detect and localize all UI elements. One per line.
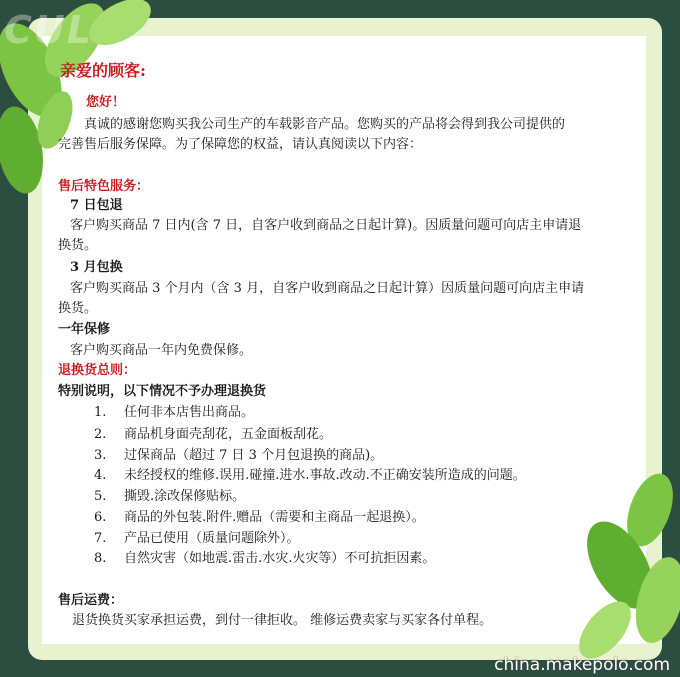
rule-number: 1. [94, 405, 107, 420]
exchange3-title: 3 月包换 [70, 260, 123, 275]
rule-text: 任何非本店售出商品。 [124, 405, 255, 420]
greeting-title: 亲爱的顾客: [60, 61, 146, 80]
rule-item [94, 530, 300, 548]
rule-item [94, 447, 383, 465]
rule-text: 商品机身面壳刮花，五金面板刮花。 [124, 427, 333, 442]
rule-item [94, 404, 254, 422]
leaf-cluster-bottom-right-icon [560, 470, 680, 677]
return-rules-subheading: 特别说明，以下情况不予办理退换货 [58, 384, 267, 399]
watermark-text: china.makepolo.com [494, 655, 670, 675]
rule-number: 2. [94, 427, 107, 442]
rule-item [94, 426, 332, 444]
rule-text: 撕毁.涂改保修贴标。 [124, 489, 246, 504]
rule-number: 3. [94, 448, 107, 463]
after-sales-heading: 售后特色服务： [58, 179, 150, 194]
shipping-heading: 售后运费： [58, 593, 124, 608]
exchange3-line-1: 客户购买商品 3 个月内（含 3 月，自客户收到商品之日起计算）因质量问题可向店主申请 [70, 281, 585, 296]
intro-line-2: 完善售后服务保障。为了保障您的权益，请认真阅读以下内容： [58, 137, 423, 152]
rule-number: 4. [94, 468, 107, 483]
warranty-title: 一年保修 [58, 322, 111, 337]
rule-item [94, 550, 435, 568]
rule-item [94, 467, 526, 485]
greeting-hello: 您好！ [86, 95, 126, 110]
return7-line-2: 换货。 [58, 238, 98, 253]
shipping-line-1: 退货换货买家承担运费，到付一律拒收。 维修运费卖家与买家各付单程。 [72, 613, 493, 628]
rule-number: 6. [94, 510, 107, 525]
rule-item [94, 509, 425, 527]
exchange3-line-2: 换货。 [58, 301, 98, 316]
warranty-line-1: 客户购买商品一年内免费保修。 [70, 343, 253, 358]
rule-number: 7. [94, 531, 107, 546]
rule-text: 商品的外包装.附件.赠品（需要和主商品一起退换）。 [124, 510, 425, 525]
rule-text: 产品已使用（质量问题除外）。 [124, 531, 300, 546]
rule-text: 自然灾害（如地震.雷击.水灾.火灾等）不可抗拒因素。 [124, 551, 436, 566]
rule-number: 8. [94, 551, 107, 566]
intro-line-1: 真诚的感谢您购买我公司生产的车载影音产品。您购买的产品将会得到我公司提供的 [84, 117, 566, 132]
brand-logo: CUL [4, 8, 93, 52]
rule-item [94, 488, 245, 506]
rule-text: 未经授权的维修.误用.碰撞.进水.事故.改动.不正确安装所造成的问题。 [124, 468, 526, 483]
return-rules-heading: 退换货总则： [58, 363, 137, 378]
rule-number: 5. [94, 489, 107, 504]
return7-title: 7 日包退 [70, 198, 123, 213]
rule-text: 过保商品（超过 7 日 3 个月包退换的商品)。 [124, 448, 384, 463]
return7-line-1: 客户购买商品 7 日内(含 7 日，自客户收到商品之日起计算)。因质量问题可向店主申请退 [70, 218, 582, 233]
